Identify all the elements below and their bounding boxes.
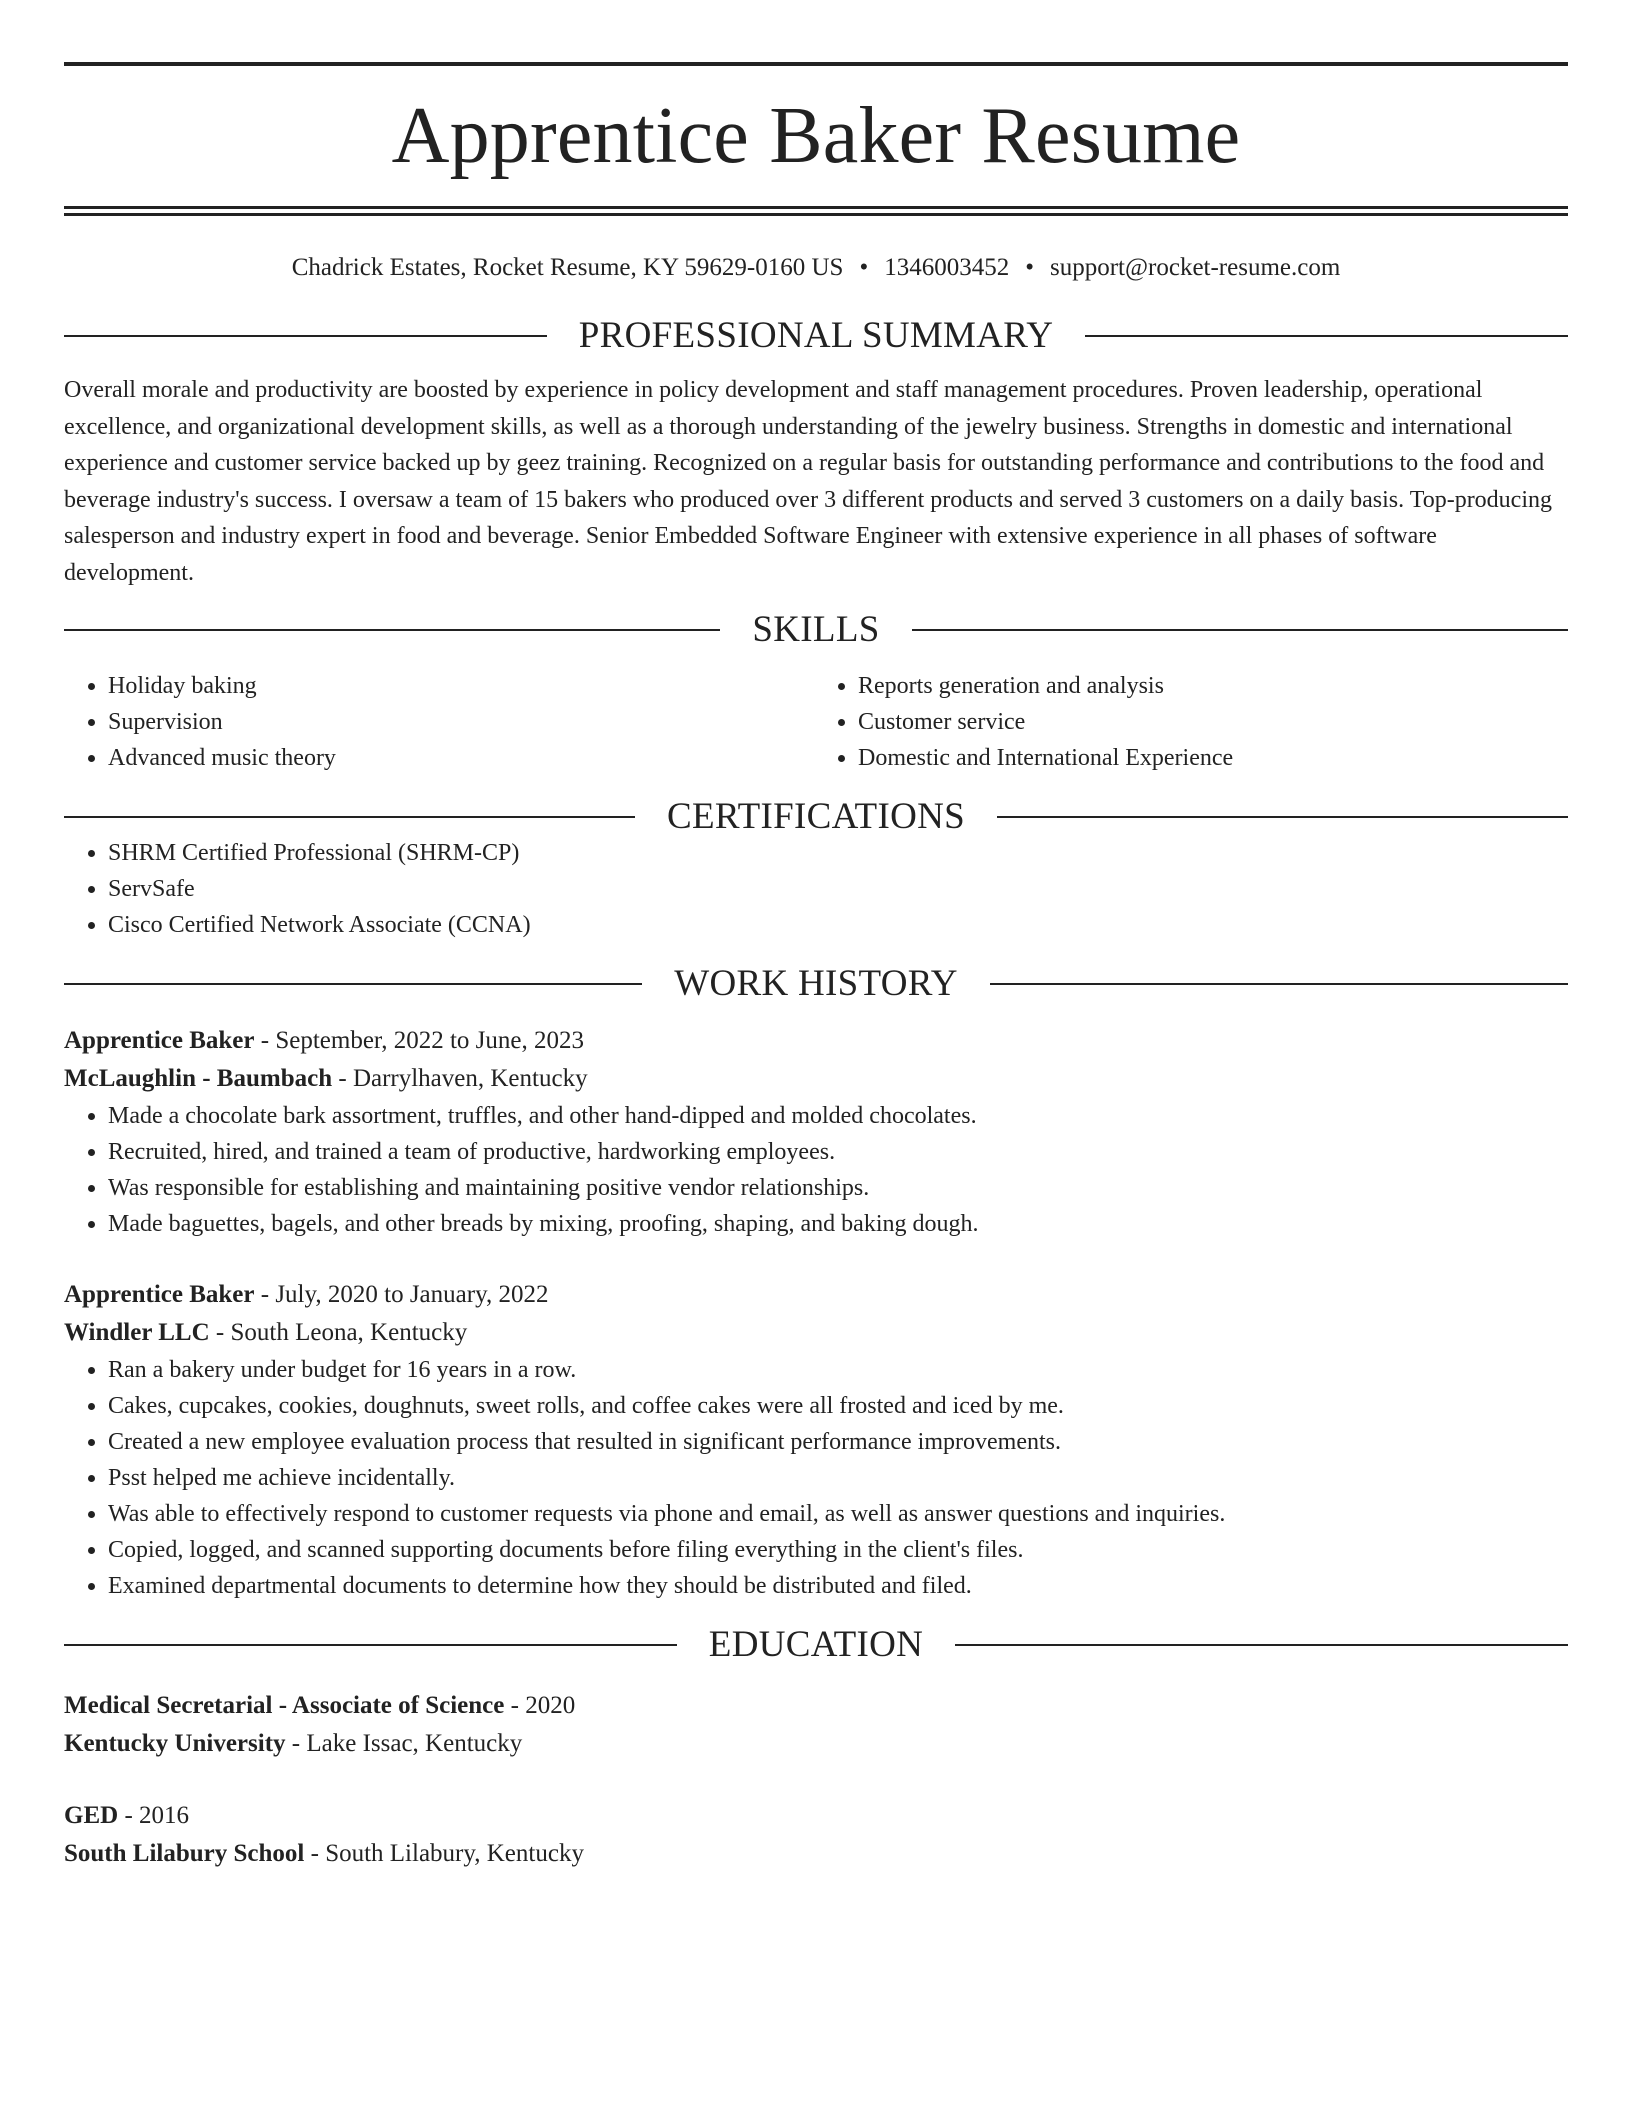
job-duty: • Recruited, hired, and trained a team of productive, hardworking employees. [108, 1134, 1568, 1170]
education-degree: GED [64, 1802, 119, 1829]
skill-item: • Advanced music theory [108, 740, 816, 776]
education-year: 2020 [525, 1692, 576, 1719]
education-school-line: South Lilabury School - South Lilabury, Kentucky [64, 1840, 584, 1867]
section-header-education [64, 1626, 1568, 1663]
contact-line [64, 253, 1568, 283]
skills-list-right [816, 668, 1568, 776]
job-company-line: McLaughlin - Baumbach - Darrylhaven, Kentucky [64, 1065, 588, 1092]
skill-item: • Holiday baking [108, 668, 816, 704]
job-location: South Leona, Kentucky [230, 1319, 468, 1346]
job-company: Windler LLC [64, 1319, 210, 1346]
job-duty: • Made a chocolate bark assortment, truffles, and other hand-dipped and molded chocolates. [108, 1098, 1568, 1134]
job-duties-list [64, 1098, 1568, 1242]
education-location: Lake Issac, Kentucky [306, 1730, 523, 1757]
skill-item: • Supervision [108, 704, 816, 740]
summary-text: Overall morale and productivity are boosted by experience in policy development and staff management procedures. Proven leadership, operational excellence, and organizational development skills, as well as a thorough understanding of the jewelry business. Strengths in domestic and international experience and customer service backed up by geez training. Recognized on a regular basis for outstanding performance and contributions to the food and beverage industry's success. I oversaw a team of 15 bakers who produced over 3 different products and served 3 customers on a daily basis. Top-producing salesperson and industry expert in food and beverage. Senior Embedded Software Engineer with extensive experience in all phases of software development. [64, 377, 1552, 586]
contact-address: Chadrick Estates, Rocket Resume, KY 59629-0160 US [291, 254, 844, 281]
section-title-skills: SKILLS [752, 609, 880, 650]
certification-item: • ServSafe [108, 871, 1568, 907]
section-rule-right [1085, 335, 1568, 337]
job-title-line: Apprentice Baker - September, 2022 to June, 2023 [64, 1027, 585, 1054]
job-duty: • Was responsible for establishing and maintaining positive vendor relationships. [108, 1170, 1568, 1206]
contact-email: support@rocket-resume.com [1050, 254, 1341, 281]
job-dates: September, 2022 to June, 2023 [275, 1027, 585, 1054]
job-duty: • Copied, logged, and scanned supporting documents before filing everything in the client's files. [108, 1532, 1568, 1568]
job-company-line: Windler LLC - South Leona, Kentucky [64, 1319, 468, 1346]
section-rule-right [997, 816, 1568, 818]
certification-item: • Cisco Certified Network Associate (CCNA) [108, 907, 1568, 943]
skills-column-left [64, 668, 816, 776]
education-degree-line: GED - 2016 [64, 1802, 190, 1829]
job-title: Apprentice Baker [64, 1027, 255, 1054]
job-duty: • Was able to effectively respond to customer requests via phone and email, as well as answer questions and inquiries. [108, 1496, 1568, 1532]
resume-title: Apprentice Baker Resume [391, 92, 1241, 180]
title-double-rule [64, 206, 1568, 216]
job-company: McLaughlin - Baumbach [64, 1065, 333, 1092]
skill-item: • Domestic and International Experience [858, 740, 1568, 776]
job-title-line: Apprentice Baker - July, 2020 to January, 2022 [64, 1281, 549, 1308]
section-title-certifications: CERTIFICATIONS [667, 796, 965, 837]
section-rule-right [990, 983, 1568, 985]
section-rule-left [64, 816, 635, 818]
job-duty: • Ran a bakery under budget for 16 years in a row. [108, 1352, 1568, 1388]
skills-column-right [816, 668, 1568, 776]
job-dates: July, 2020 to January, 2022 [275, 1281, 549, 1308]
skill-item: • Customer service [858, 704, 1568, 740]
education-year: 2016 [139, 1802, 190, 1829]
certifications-list [64, 835, 1568, 943]
section-rule-left [64, 335, 547, 337]
job-entry [64, 1276, 1568, 1604]
education-location: South Lilabury, Kentucky [325, 1840, 584, 1867]
contact-separator: • [859, 254, 869, 281]
job-duty: • Created a new employee evaluation process that resulted in significant performance improvements. [108, 1424, 1568, 1460]
job-duty: • Psst helped me achieve incidentally. [108, 1460, 1568, 1496]
section-title-summary: PROFESSIONAL SUMMARY [578, 315, 1054, 356]
section-rule-left [64, 629, 720, 631]
job-duty: • Made baguettes, bagels, and other breads by mixing, proofing, shaping, and baking dough. [108, 1206, 1568, 1242]
skills-list-left [64, 668, 816, 776]
contact-separator: • [1025, 254, 1034, 281]
contact-phone: 1346003452 [884, 254, 1010, 281]
top-rule [64, 62, 1568, 66]
job-duties-list [64, 1352, 1568, 1604]
job-duty: • Examined departmental documents to determine how they should be distributed and filed. [108, 1568, 1568, 1604]
section-header-certifications [64, 798, 1568, 835]
section-header-summary [64, 317, 1568, 354]
education-degree: Medical Secretarial - Associate of Science [64, 1692, 505, 1719]
skills-grid [64, 668, 1568, 776]
education-degree-line: Medical Secretarial - Associate of Science - 2020 [64, 1692, 576, 1719]
section-title-education: EDUCATION [708, 1624, 924, 1665]
job-duty: • Cakes, cupcakes, cookies, doughnuts, sweet rolls, and coffee cakes were all frosted and iced by me. [108, 1388, 1568, 1424]
certification-item: • SHRM Certified Professional (SHRM-CP) [108, 835, 1568, 871]
education-entry [64, 1687, 1568, 1763]
job-entry [64, 1022, 1568, 1242]
education-school-line: Kentucky University - Lake Issac, Kentucky [64, 1730, 523, 1757]
education-entry [64, 1797, 1568, 1873]
section-rule-left [64, 1644, 677, 1646]
section-rule-left [64, 983, 642, 985]
section-header-skills [64, 611, 1568, 648]
education-school: Kentucky University [64, 1730, 286, 1757]
job-title: Apprentice Baker [64, 1281, 255, 1308]
education-school: South Lilabury School [64, 1840, 305, 1867]
section-header-work [64, 965, 1568, 1002]
section-rule-right [912, 629, 1568, 631]
section-rule-right [955, 1644, 1568, 1646]
skill-item: • Reports generation and analysis [858, 668, 1568, 704]
section-title-work: WORK HISTORY [674, 963, 958, 1004]
job-location: Darrylhaven, Kentucky [352, 1065, 588, 1092]
